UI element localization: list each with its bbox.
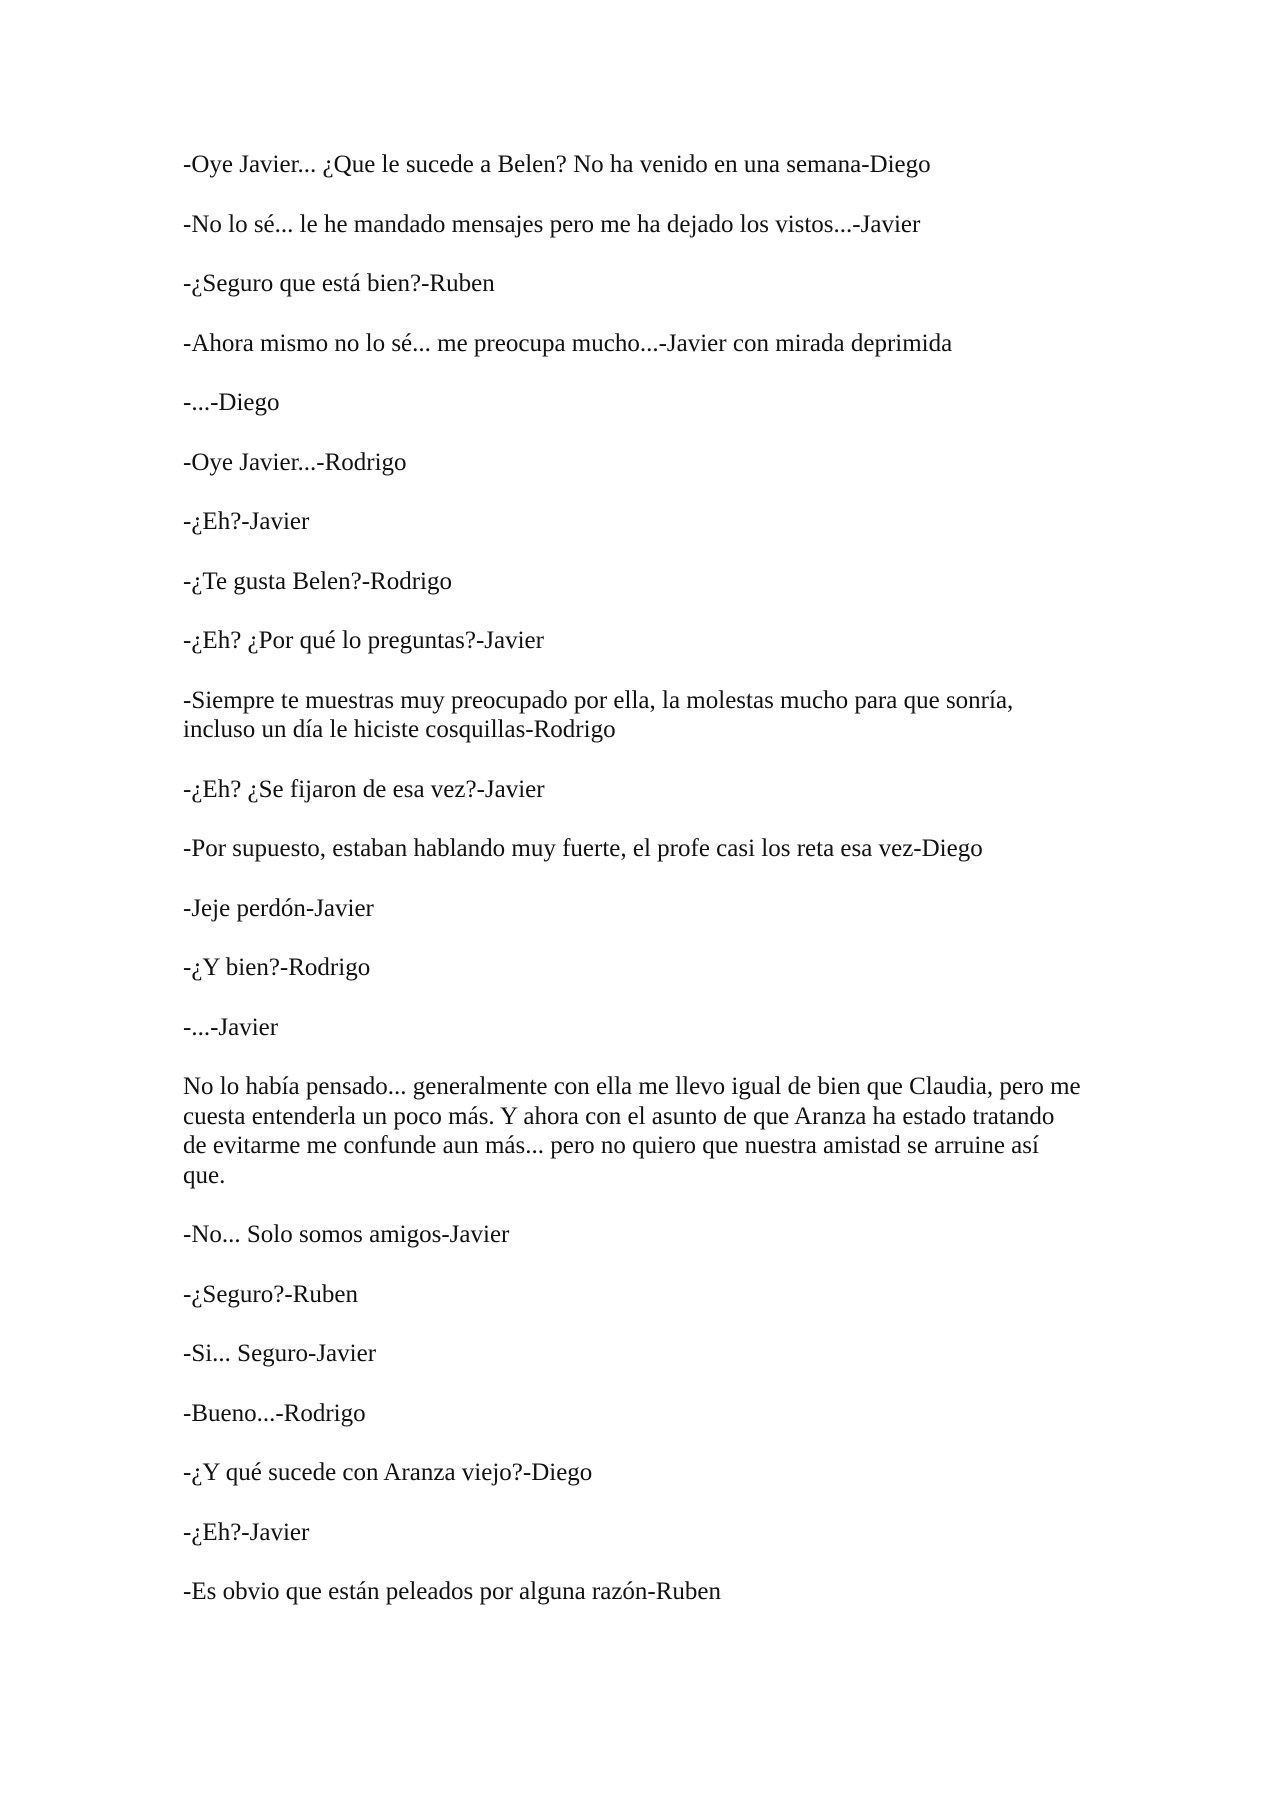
dialogue-line: -¿Eh? ¿Se fijaron de esa vez?-Javier [183,775,545,803]
dialogue-line: -...-Javier [183,1013,279,1041]
dialogue-line: -¿Eh? ¿Por qué lo preguntas?-Javier [183,627,544,654]
dialogue-line: -¿Seguro?-Ruben [183,1280,358,1308]
dialogue-line: -Si... Seguro-Javier [183,1340,377,1367]
dialogue-line: -...-Diego [183,389,280,416]
document-body [183,150,1083,1637]
dialogue-line: -¿Te gusta Belen?-Rodrigo [183,567,452,595]
dialogue-line: -Jeje perdón-Javier [183,894,374,922]
dialogue-line: -No lo sé... le he mandado mensajes pero me ha dejado los vistos...-Javier [183,210,921,238]
dialogue-line: -Oye Javier...-Rodrigo [183,448,407,476]
dialogue-line: -¿Y bien?-Rodrigo [183,954,371,981]
dialogue-line: -¿Eh?-Javier [183,508,310,535]
dialogue-line: -Siempre te muestras muy preocupado por ella, la molestas mucho para que sonría, incluso un día le hiciste cosquillas-Rodrigo [183,686,1014,743]
dialogue-line: -Bueno...-Rodrigo [183,1399,366,1427]
dialogue-line: -Es obvio que están peleados por alguna razón-Ruben [183,1578,722,1605]
dialogue-line: -¿Eh?-Javier [183,1518,310,1546]
dialogue-line: -No... Solo somos amigos-Javier [183,1221,510,1248]
dialogue-line: -Por supuesto, estaban hablando muy fuerte, el profe casi los reta esa vez-Diego [183,835,983,862]
narration-paragraph: No lo había pensado... generalmente con ella me llevo igual de bien que Claudia, pero me cuesta entenderla un poco más. Y ahora con el asunto de que Aranza ha estado tratando de evitarme me confunde aun más... pero no quiero que nuestra amistad se arruine así que. [183,1073,1081,1189]
dialogue-line: -¿Y qué sucede con Aranza viejo?-Diego [183,1459,593,1486]
dialogue-line: -Ahora mismo no lo sé... me preocupa mucho...-Javier con mirada deprimida [183,329,953,357]
dialogue-line: -¿Seguro que está bien?-Ruben [183,270,495,297]
dialogue-line: -Oye Javier... ¿Que le sucede a Belen? No ha venido en una semana-Diego [183,151,931,178]
